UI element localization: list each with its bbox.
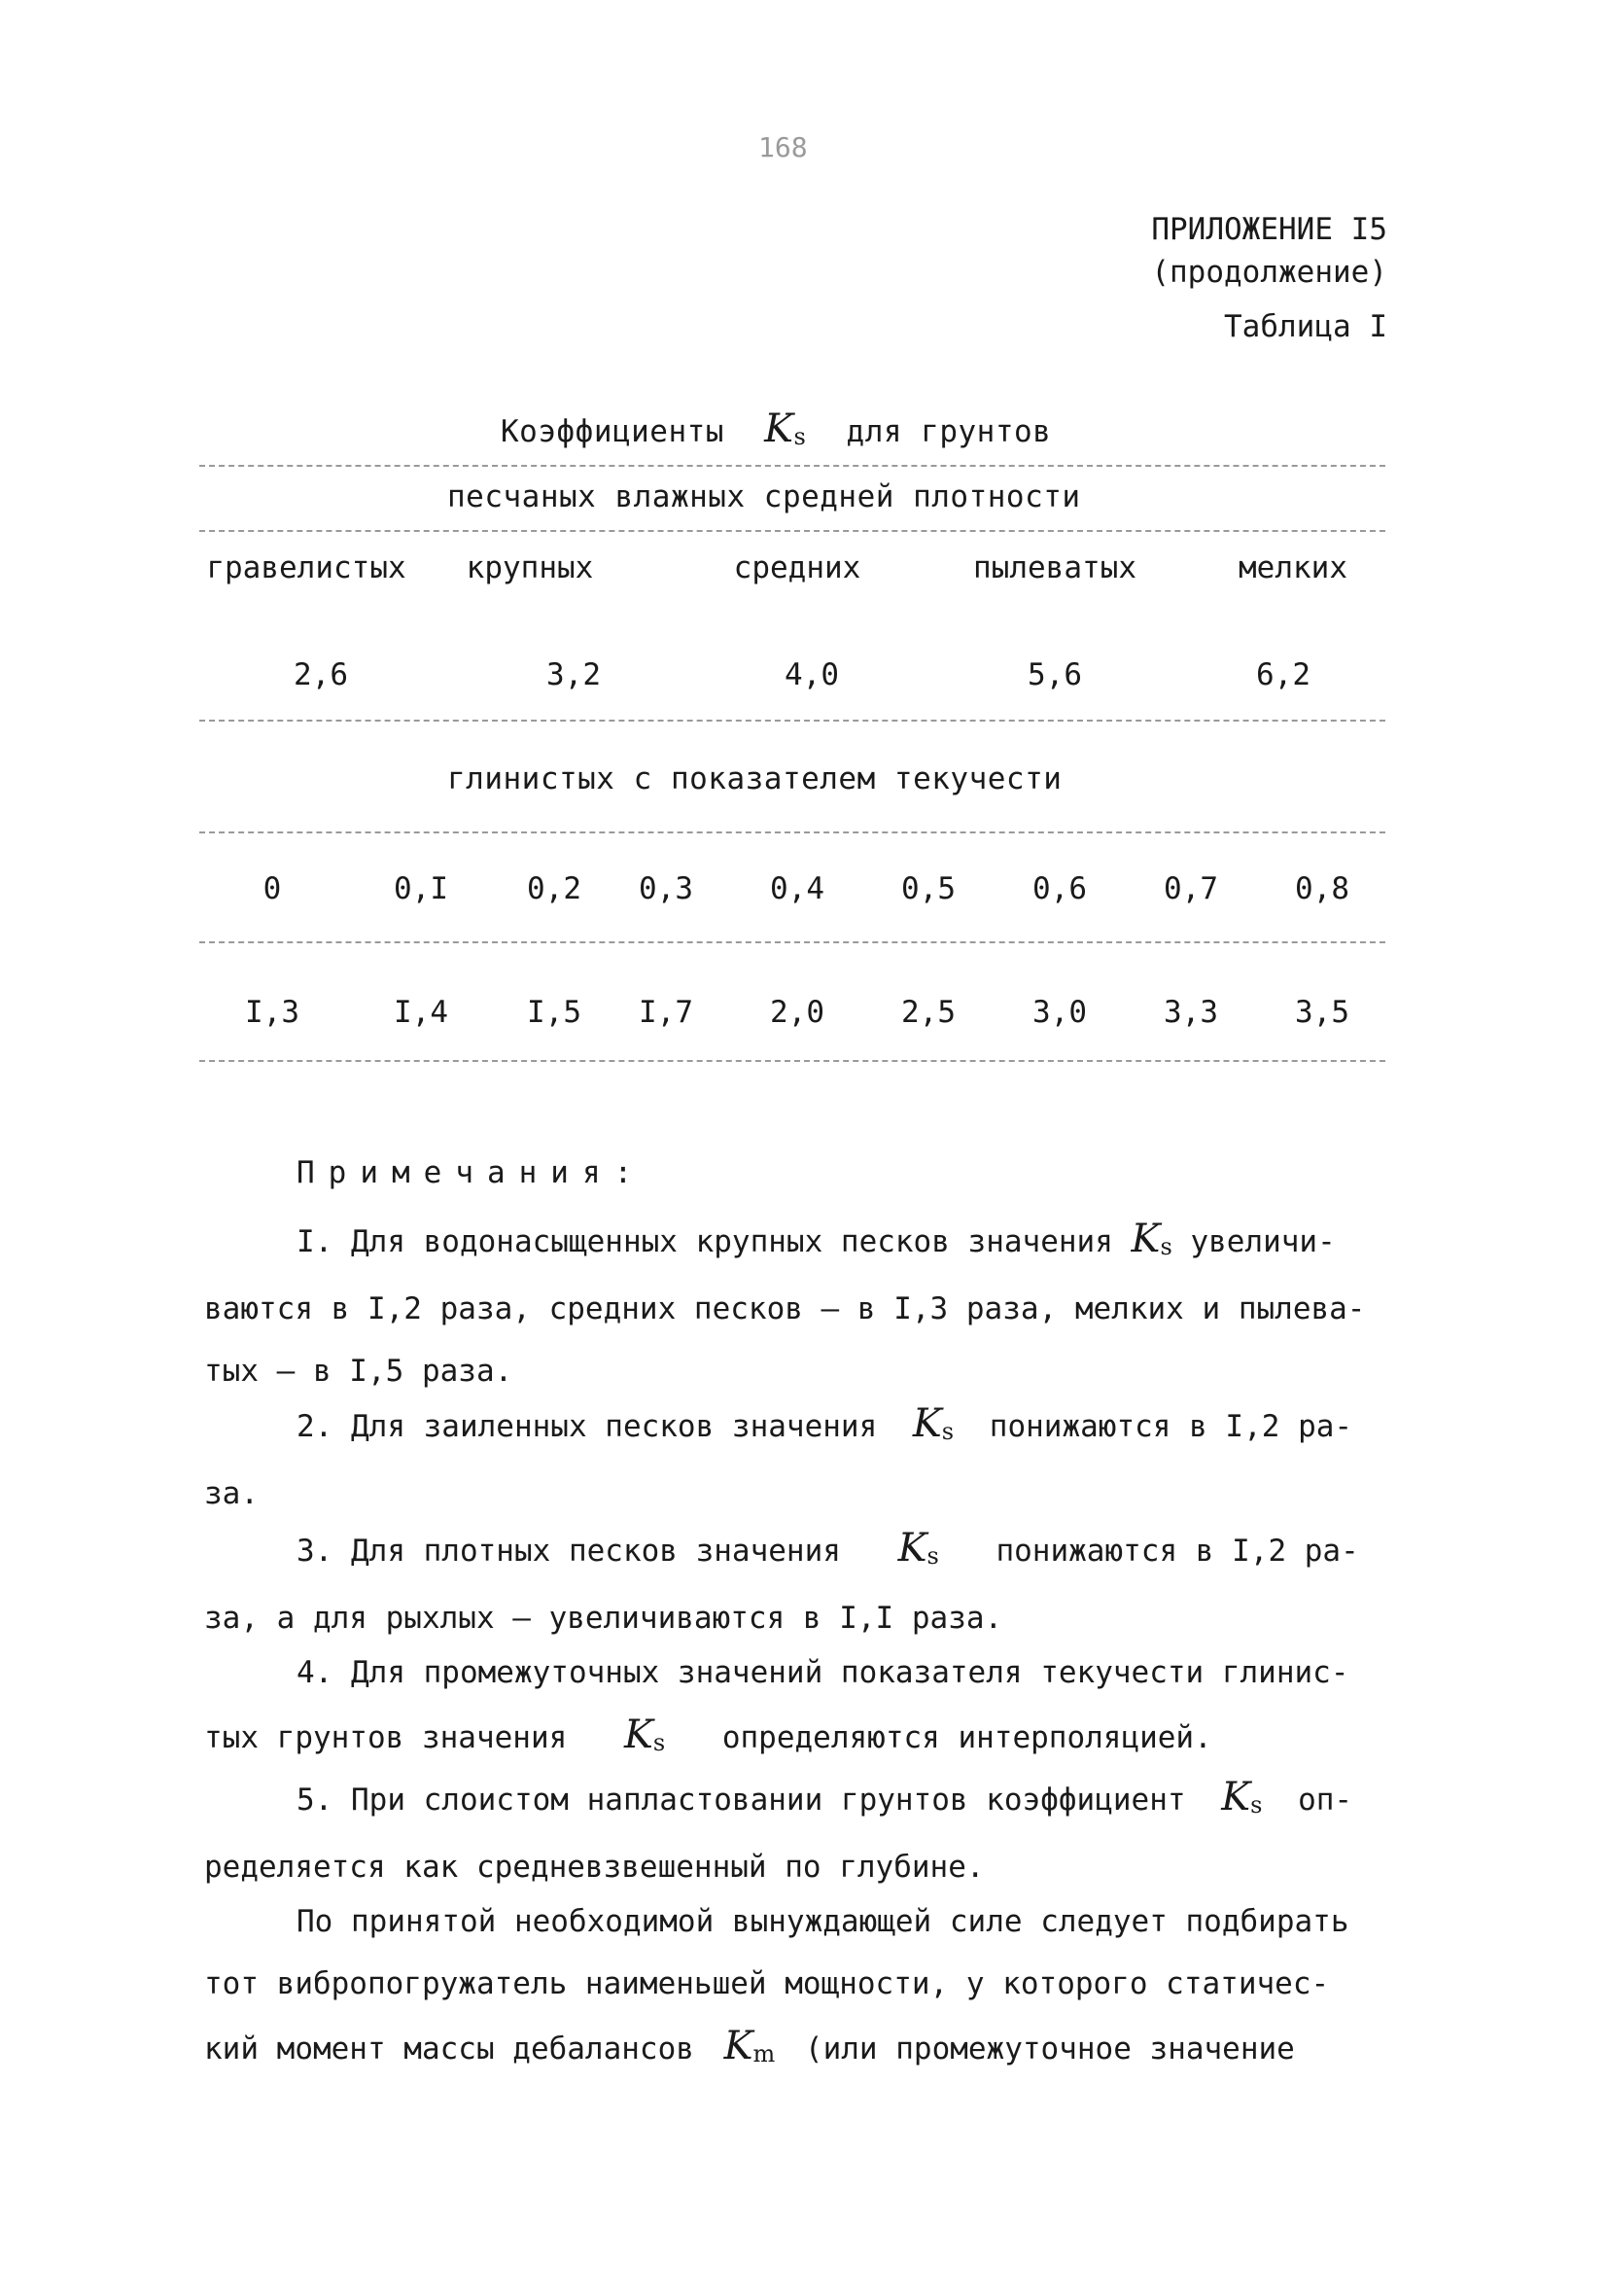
table-cell: 0,5 xyxy=(901,871,956,906)
table-rule xyxy=(199,831,1385,833)
table-cell: 6,2 xyxy=(1256,657,1310,692)
table-cell: I,5 xyxy=(527,995,581,1030)
note-line: тых грунтов значения $K_s$ определяются интерполяцией. xyxy=(204,1713,1212,1757)
note-4 xyxy=(204,1642,1410,1774)
table-cell: 2,6 xyxy=(294,657,348,692)
table-rule xyxy=(199,530,1385,532)
table-cell: 0,3 xyxy=(639,871,693,906)
ks-symbol: $K_s$ xyxy=(897,1526,939,1571)
table-cell: 2,0 xyxy=(770,995,824,1030)
paragraph-line: По принятой необходимой вынуждающей силе следует подбирать xyxy=(297,1904,1349,1939)
note-line: 2. Для заиленных песков значения $K_s$ понижаются в I,2 ра- xyxy=(297,1401,1353,1446)
table-cell: 3,5 xyxy=(1295,995,1349,1030)
km-symbol: $K_m$ xyxy=(723,2024,776,2068)
notes-heading: Примечания: xyxy=(297,1155,646,1190)
table-title-prefix: Коэффициенты xyxy=(501,414,724,449)
note-line: 3. Для плотных песков значения $K_s$ понижаются в I,2 ра- xyxy=(297,1526,1359,1571)
ks-symbol: $K_s$ xyxy=(1131,1217,1172,1261)
table-label: Таблица I xyxy=(1224,309,1387,344)
note-1 xyxy=(204,1208,1410,1402)
table-cell: 0,6 xyxy=(1032,871,1087,906)
table-rule xyxy=(199,1060,1385,1062)
table-cell: 0,4 xyxy=(770,871,824,906)
table-cell: 3,3 xyxy=(1164,995,1218,1030)
note-line: I. Для водонасыщенных крупных песков значения $K_s$ увеличи- xyxy=(297,1217,1336,1261)
table-cell: 4,0 xyxy=(785,657,839,692)
column-header: средних xyxy=(733,550,861,585)
ks-symbol: $K_s$ xyxy=(623,1713,666,1757)
table-cell: 0 xyxy=(262,871,282,906)
clay-heading: глинистых с показателем текучести xyxy=(447,761,1063,796)
table-cell: 0,8 xyxy=(1295,871,1349,906)
ks-symbol: $K_s$ xyxy=(912,1401,955,1446)
note-5 xyxy=(204,1766,1410,1898)
column-header: крупных xyxy=(466,550,594,585)
ks-symbol: $K_s$ xyxy=(764,406,807,451)
table-cell: 3,0 xyxy=(1032,995,1087,1030)
table-cell: I,7 xyxy=(639,995,693,1030)
note-line: ределяется как средневзвешенный по глубине. xyxy=(204,1850,985,1885)
page-number: 168 xyxy=(758,131,808,163)
paragraph-line: тот вибропогружатель наименьшей мощности, у которого статичес- xyxy=(204,1966,1330,2001)
table-rule xyxy=(199,465,1385,467)
note-line: ваются в I,2 раза, средних песков – в I,3 раза, мелких и пылева- xyxy=(204,1291,1366,1326)
table-rule xyxy=(199,941,1385,943)
paragraph-line: кий момент массы дебалансов $K_m$ (или промежуточное значение xyxy=(204,2024,1295,2068)
appendix-continuation: (продолжение) xyxy=(1151,255,1387,290)
table-title-suffix: для грунтов xyxy=(846,414,1052,449)
note-3 xyxy=(204,1517,1410,1649)
note-line: 4. Для промежуточных значений показателя текучести глинис- xyxy=(297,1655,1349,1690)
table-cell: 0,2 xyxy=(527,871,581,906)
note-2 xyxy=(204,1393,1410,1525)
table-cell: I,3 xyxy=(245,995,299,1030)
closing-paragraph xyxy=(204,1890,1410,2085)
note-line: за. xyxy=(204,1476,259,1511)
column-header: гравелистых xyxy=(206,550,406,585)
appendix-label: ПРИЛОЖЕНИЕ I5 xyxy=(1151,212,1387,247)
note-line: 5. При слоистом напластовании грунтов коэффициент $K_s$ оп- xyxy=(297,1775,1353,1819)
ks-symbol: $K_s$ xyxy=(1221,1775,1263,1819)
table-cell: 0,I xyxy=(394,871,448,906)
table-cell: 5,6 xyxy=(1028,657,1082,692)
note-line: за, а для рыхлых – увеличиваются в I,I раза. xyxy=(204,1601,1003,1636)
column-header: мелких xyxy=(1239,550,1347,585)
note-line: тых – в I,5 раза. xyxy=(204,1354,513,1389)
table-cell: 3,2 xyxy=(546,657,601,692)
table-rule xyxy=(199,720,1385,722)
table-cell: I,4 xyxy=(394,995,448,1030)
table-cell: 0,7 xyxy=(1164,871,1218,906)
table-title xyxy=(501,406,1051,451)
column-header: пылеватых xyxy=(973,550,1136,585)
table-cell: 2,5 xyxy=(901,995,956,1030)
sandy-heading: песчаных влажных средней плотности xyxy=(447,479,1081,514)
